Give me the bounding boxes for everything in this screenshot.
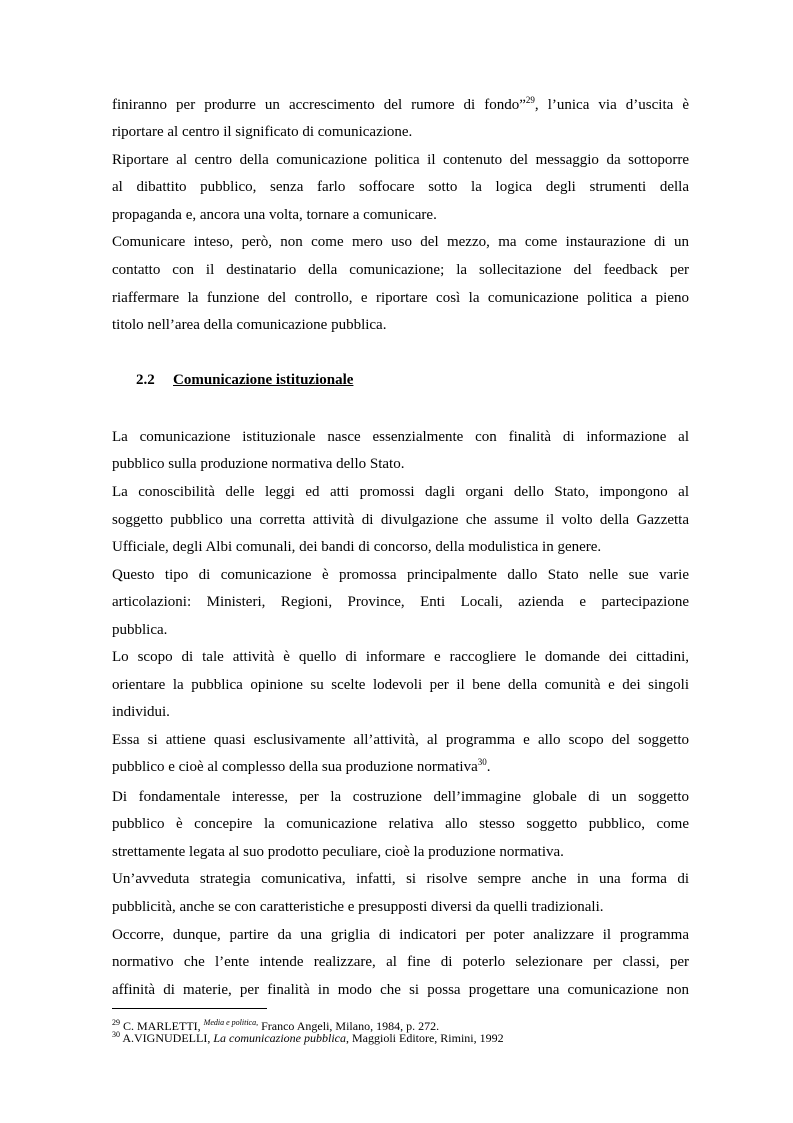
footnote-author: C. MARLETTI,: [123, 1019, 201, 1033]
text: , l’unica via d’uscita è: [534, 97, 689, 113]
paragraph-line: [112, 95, 689, 115]
paragraph-line: soggetto pubblico una corretta attività di divulgazione che assume il volto della Gazzetta: [112, 512, 689, 528]
paragraph-line: riaffermare la funzione del controllo, e riportare così la comunicazione politica a pieno: [112, 290, 689, 306]
paragraph-line: Comunicare inteso, però, non come mero uso del mezzo, ma come instaurazione di un: [112, 234, 689, 250]
footnote-number: 30: [112, 1030, 120, 1039]
footnote-details: Franco Angeli, Milano, 1984, p. 272.: [261, 1019, 440, 1033]
footnote-ref-30[interactable]: 30: [477, 757, 487, 767]
paragraph-line: pubblico sulla produzione normativa dello Stato.: [112, 456, 405, 472]
paragraph-line: pubblica.: [112, 622, 168, 638]
text: .: [486, 759, 491, 775]
footnote-details: , Maggioli Editore, Rimini, 1992: [345, 1031, 504, 1045]
footnote-title: La comunicazione pubblica: [213, 1031, 346, 1045]
footnote-title: Media e politica,: [203, 1018, 259, 1027]
paragraph-line: Questo tipo di comunicazione è promossa principalmente dallo Stato nelle sue varie: [112, 567, 689, 583]
footnote-ref-29[interactable]: 29: [525, 95, 535, 105]
footnote-number: 29: [112, 1018, 120, 1027]
paragraph-line: contatto con il destinatario della comunicazione; la sollecitazione del feedback per: [112, 262, 689, 278]
paragraph-line: La conoscibilità delle leggi ed atti promossi dagli organi dello Stato, impongono al: [112, 484, 689, 500]
paragraph-line: riportare al centro il significato di comunicazione.: [112, 124, 413, 140]
text: pubblico e cioè al complesso della sua produzione normativa: [112, 759, 478, 775]
paragraph-line: La comunicazione istituzionale nasce essenzialmente con finalità di informazione al: [112, 429, 689, 445]
paragraph-line: Un’avveduta strategia comunicativa, infatti, si risolve sempre anche in una forma di: [112, 871, 689, 887]
paragraph-line: normativo che l’ente intende realizzare, al fine di poterlo selezionare per classi, per: [112, 954, 689, 970]
paragraph-line: Di fondamentale interesse, per la costruzione dell’immagine globale di un soggetto: [112, 789, 689, 805]
paragraph-line: Ufficiale, degli Albi comunali, dei bandi di concorso, della modulistica in genere.: [112, 539, 602, 555]
paragraph-line: pubblico è concepire la comunicazione relativa allo stesso soggetto pubblico, come: [112, 816, 689, 832]
paragraph-line: [112, 757, 689, 777]
paragraph-line: strettamente legata al suo prodotto peculiare, cioè la produzione normativa.: [112, 844, 564, 860]
paragraph-line: articolazioni: Ministeri, Regioni, Province, Enti Locali, azienda e partecipazione: [112, 594, 689, 610]
paragraph-line: Riportare al centro della comunicazione politica il contenuto del messaggio da sottoporre: [112, 152, 689, 168]
footnote-30: [112, 1031, 504, 1046]
paragraph-line: Essa si attiene quasi esclusivamente all’attività, al programma e allo scopo del soggetto: [112, 732, 689, 748]
section-number: 2.2: [136, 372, 155, 388]
paragraph-line: titolo nell’area della comunicazione pubblica.: [112, 317, 387, 333]
paragraph-line: individui.: [112, 704, 170, 720]
footnote-separator: [112, 1008, 267, 1009]
footnote-author: A.VIGNUDELLI,: [122, 1031, 211, 1045]
paragraph-line: propaganda e, ancora una volta, tornare a comunicare.: [112, 207, 437, 223]
paragraph-line: al dibattito pubblico, senza farlo soffocare sotto la logica degli strumenti della: [112, 179, 689, 195]
paragraph-line: Lo scopo di tale attività è quello di informare e raccogliere le domande dei cittadini,: [112, 649, 689, 665]
paragraph-line: Occorre, dunque, partire da una griglia di indicatori per poter analizzare il programma: [112, 927, 689, 943]
paragraph-line: orientare la pubblica opinione su scelte lodevoli per il bene della comunità e dei singoli: [112, 677, 689, 693]
section-title: Comunicazione istituzionale: [173, 372, 354, 388]
text: finiranno per produrre un accrescimento del rumore di fondo”: [112, 97, 526, 113]
paragraph-line: affinità di materie, per finalità in modo che si possa progettare una comunicazione non: [112, 982, 689, 998]
paragraph-line: pubblicità, anche se con caratteristiche e presupposti diversi da quelli tradizionali.: [112, 899, 604, 915]
